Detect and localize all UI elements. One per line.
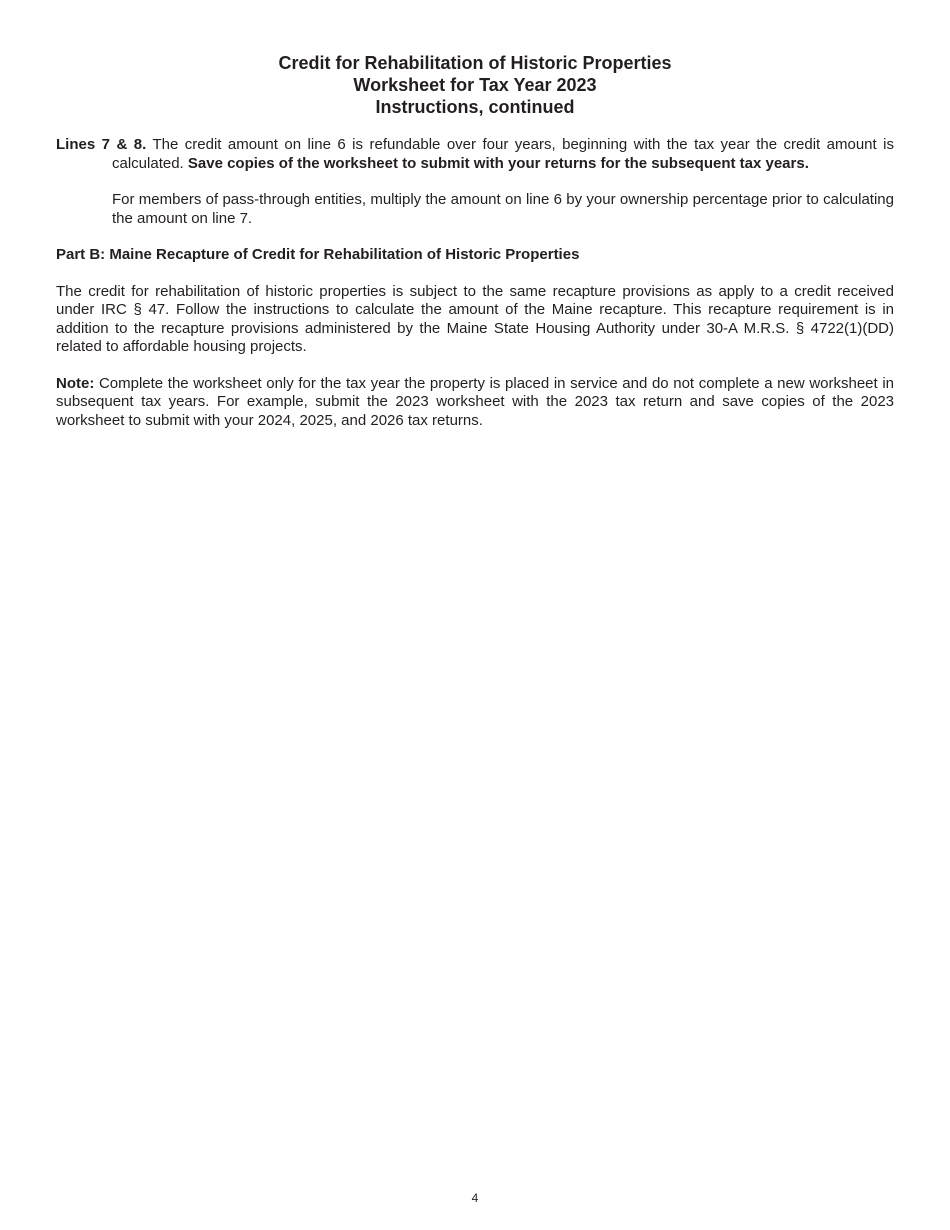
part-b-paragraph: The credit for rehabilitation of historic properties is subject to the same recapture provisions as apply to a credit received under IRC § 47. Follow the instructions to calculate the amount of the Maine recapture. This recapture requirement is in addition to the recapture provisions administered by the Maine State Housing Authority under 30-A M.R.S. § 4722(1)(DD) related to affordable housing projects. [56,282,894,355]
lines-7-8-text: The credit amount on line 6 is refundable over four years, beginning with the tax year the credit amount is calculated. [112,136,894,172]
page-number: 4 [471,1191,479,1205]
instructions-body [56,136,894,430]
page-title [0,52,950,118]
title-line-3: Instructions, continued [375,97,575,117]
note-paragraph [56,375,894,431]
note-label: Note: [56,374,95,392]
note-text: Complete the worksheet only for the tax year the property is placed in service and do not complete a new worksheet in subsequent tax years. For example, submit the 2023 worksheet with the 2023 tax return and save copies of the 2023 worksheet to submit with your 2024, 2025, and 2026 tax returns. [56,374,894,429]
lines-7-8-paragraph [56,136,894,173]
lines-7-8-label: Lines 7 & 8. [56,136,147,153]
title-line-1: Credit for Rehabilitation of Historic Properties [278,53,672,73]
part-b-heading: Part B: Maine Recapture of Credit for Rehabilitation of Historic Properties [56,246,580,263]
lines-7-8-bold-text: Save copies of the worksheet to submit with your returns for the subsequent tax years. [187,154,809,172]
title-line-2: Worksheet for Tax Year 2023 [353,75,597,95]
pass-through-paragraph: For members of pass-through entities, multiply the amount on line 6 by your ownership percentage prior to calculating the amount on line 7. [112,191,894,227]
